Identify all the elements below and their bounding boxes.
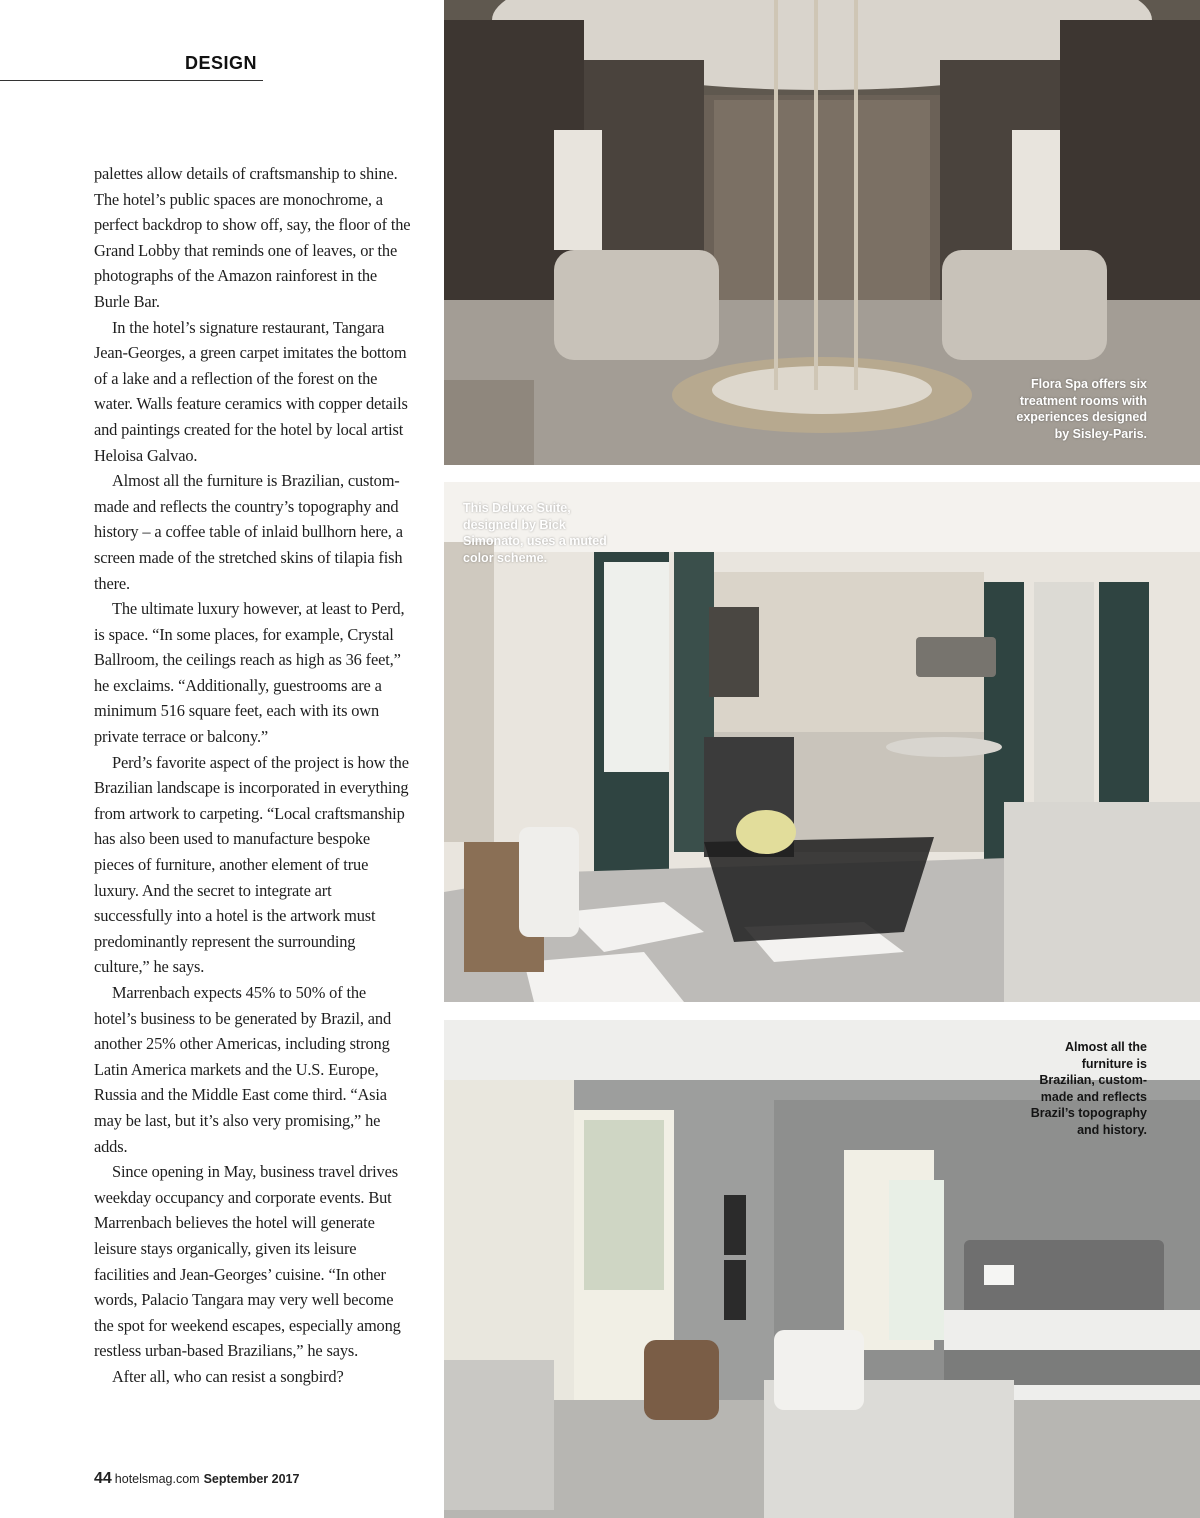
article-paragraph: Marrenbach expects 45% to 50% of the hotel’s business to be generated by Brazil, and another 25% other Americas, including strong Latin America markets and the U.S. Europe, Russia and the Middle East come third. “Asia may be last, but it’s also very promising,” he adds. — [94, 983, 392, 1156]
article-paragraph: Perd’s favorite aspect of the project is how the Brazilian landscape is incorporated in everything from artwork to carpeting. “Local craftsmanship has also been used to manufacture bespoke pieces of furniture, another element of true luxury. And the secret to integrate art successfully into a hotel is the artwork must predominantly represent the surrounding culture,” he says. — [94, 752, 409, 977]
page-number: 44 — [94, 1470, 112, 1487]
text-column — [0, 0, 443, 1518]
article-paragraph: In the hotel’s signature restaurant, Tangara Jean-Georges, a green carpet imitates the bottom of a lake and a reflection of the forest on the water. Walls feature ceramics with copper details and paintings created for the hotel by local artist Heloisa Galvao. — [94, 317, 408, 465]
article-paragraph: palettes allow details of craftsmanship to shine. The hotel’s public spaces are monochrome, a perfect backdrop to show off, say, the floor of the Grand Lobby that reminds one of leaves, or the photographs of the Amazon rainforest in the Burle Bar. — [94, 164, 411, 311]
bedroom-caption: Almost all the furniture is Brazilian, custom- made and reflects Brazil’s topography and history. — [1030, 1040, 1147, 1137]
suite-caption: This Deluxe Suite, designed by Bick Simonato, uses a muted color scheme. — [463, 501, 607, 565]
spa-caption: Flora Spa offers six treatment rooms with experiences designed by Sisley-Paris. — [1016, 377, 1147, 441]
section-rule — [0, 80, 263, 81]
article-paragraph: After all, who can resist a songbird? — [112, 1366, 344, 1386]
article-body — [94, 161, 412, 1390]
article-paragraph: Almost all the furniture is Brazilian, custom-made and reflects the country’s topography and history – a coffee table of inlaid bullhorn here, a screen made of the stretched skins of tilapia fish there. — [94, 471, 403, 593]
article-paragraph: Since opening in May, business travel drives weekday occupancy and corporate events. But Marrenbach believes the hotel will generate leisure stays organically, given its leisure facilities and Jean-Georges’ cuisine. “In other words, Palacio Tangara may very well become the spot for weekend escapes, especially among restless urban-based Brazilians,” he says. — [94, 1162, 401, 1361]
section-label: DESIGN — [185, 53, 258, 73]
page-footer — [94, 1470, 299, 1488]
article-paragraph: The ultimate luxury however, at least to Perd, is space. “In some places, for example, Crystal Ballroom, the ceilings reach as high as 36 feet,” he exclaims. “Additionally, guestrooms are a minimum 516 square feet, each with its own private terrace or balcony.” — [94, 599, 405, 747]
issue-date: September 2017 — [203, 1472, 300, 1486]
site-name: hotelsmag.com — [114, 1472, 200, 1486]
